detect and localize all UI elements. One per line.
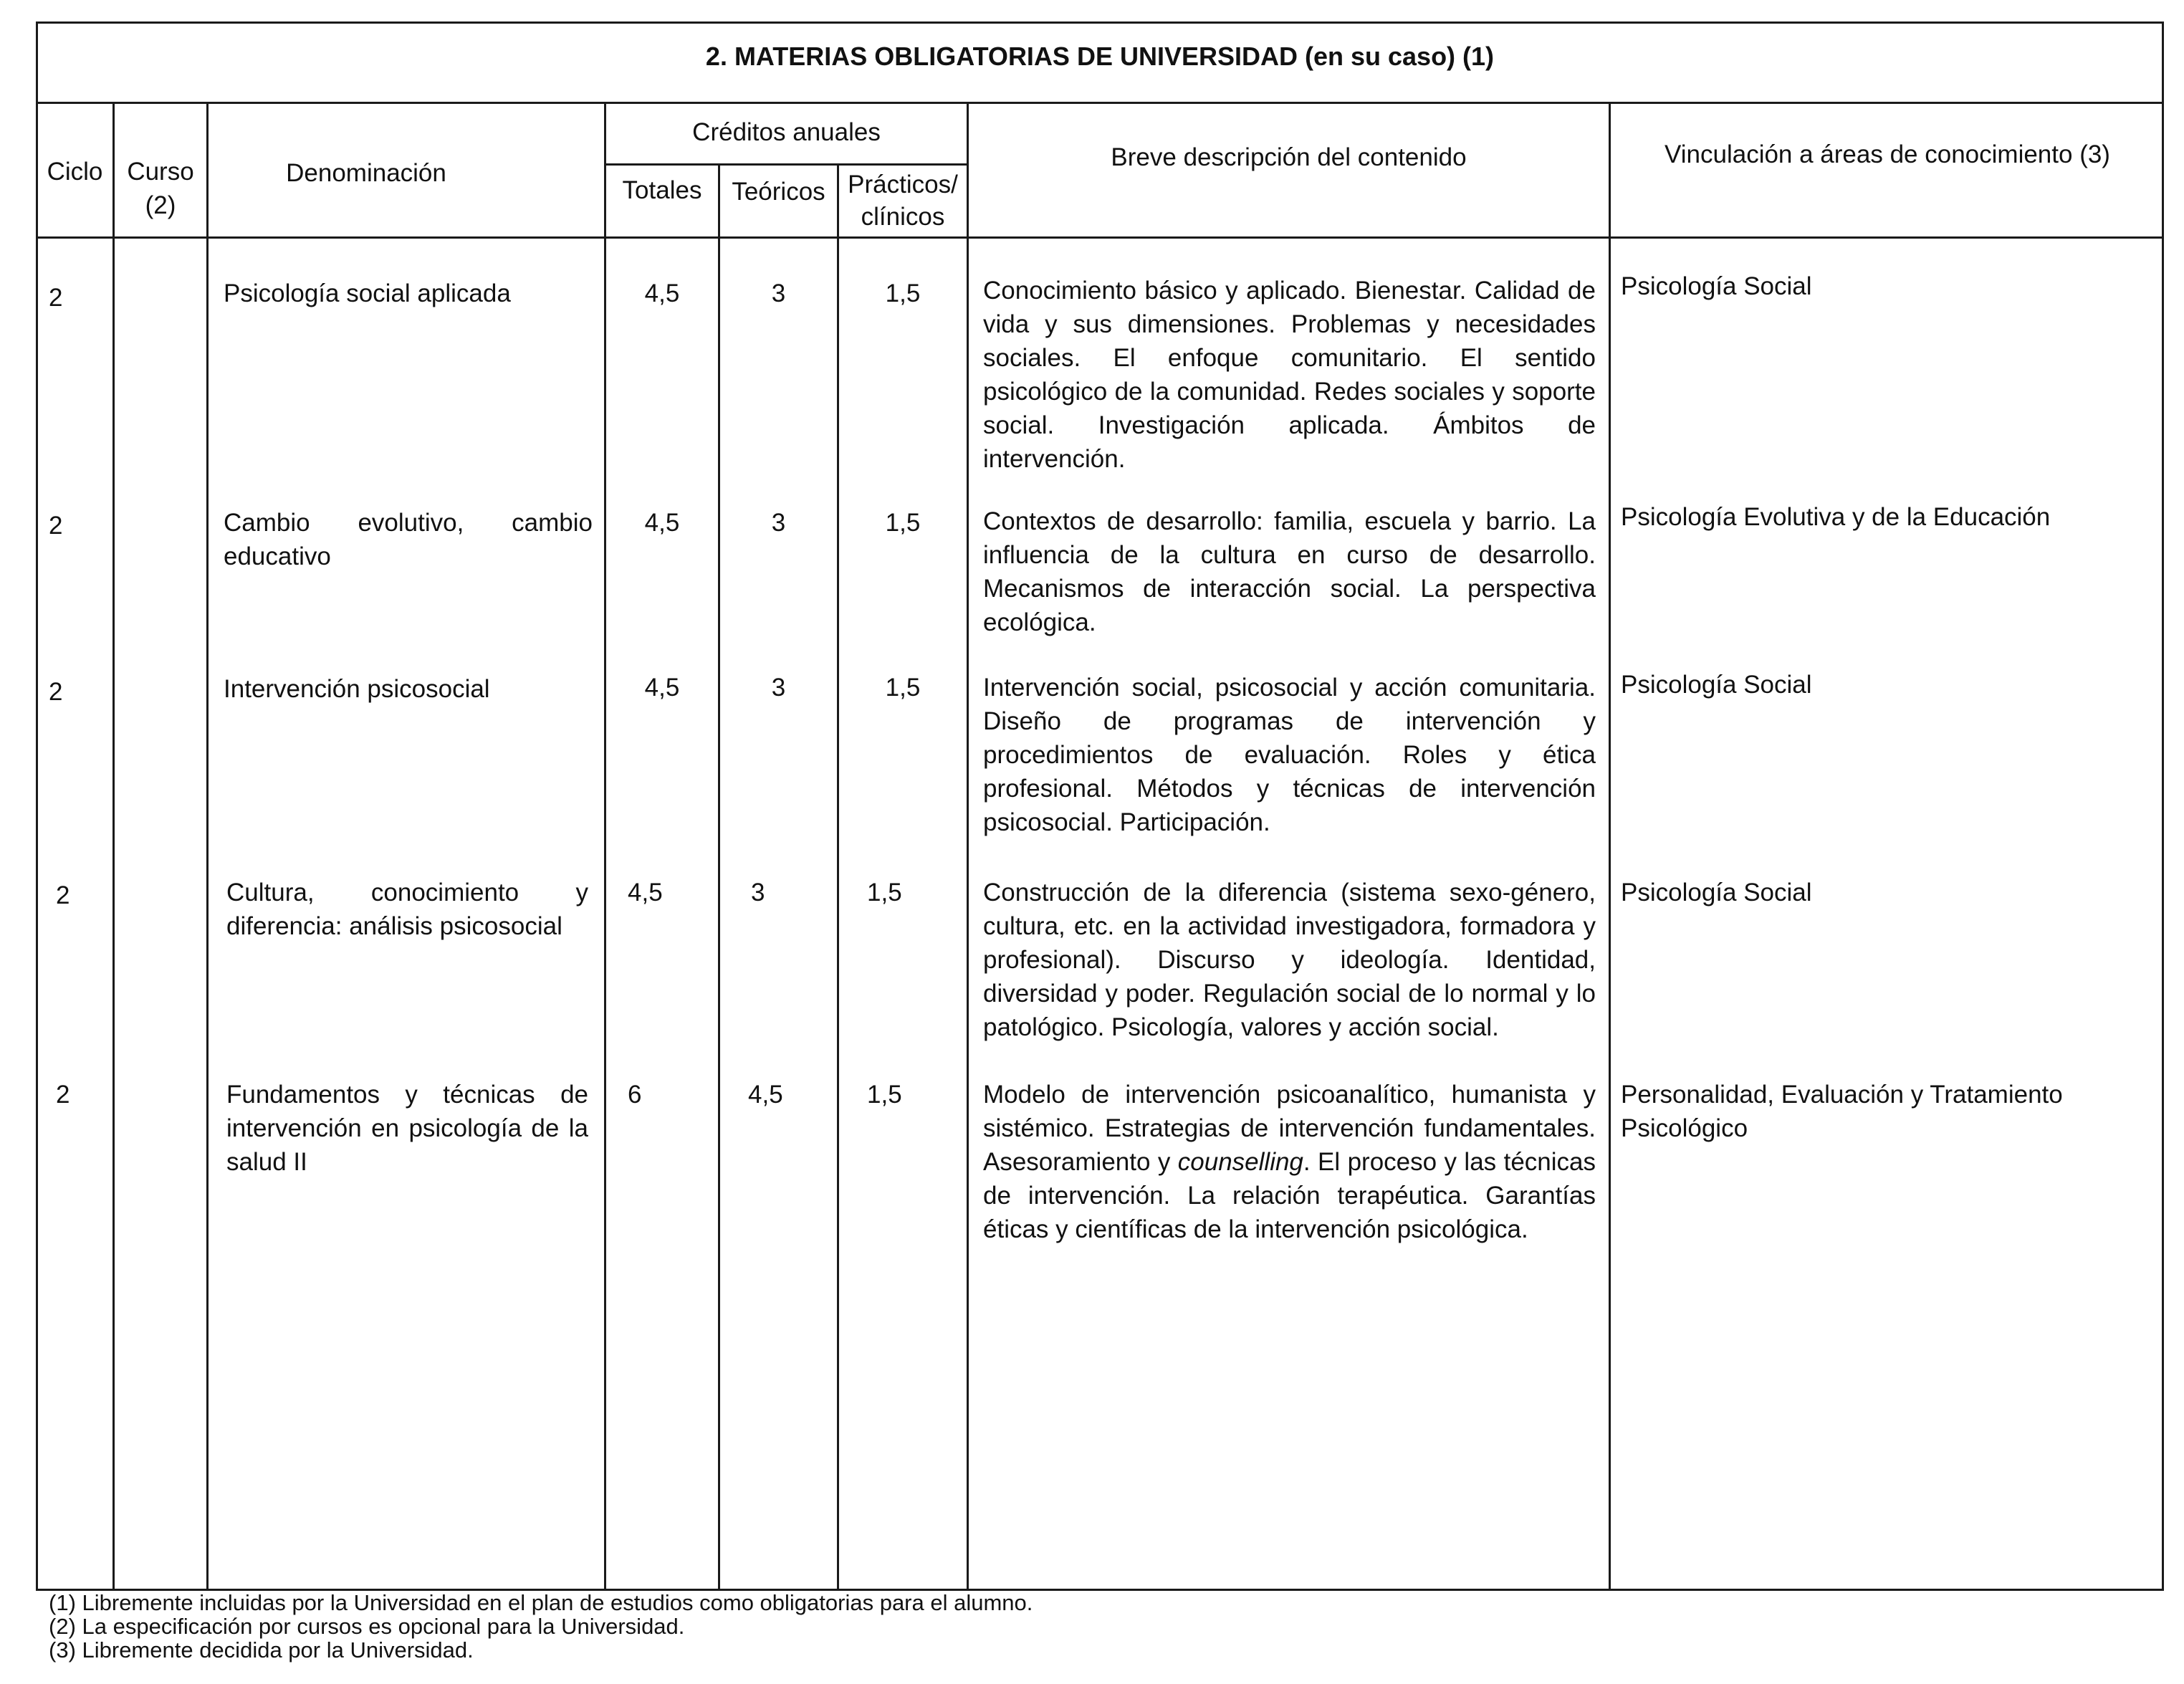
row-5-descripcion-start: Modelo de intervención psicoanalítico, humanista y sistémico. Estrategias de intervención fundamentales. Asesoramiento y — [983, 1081, 1596, 1176]
row-5-descripcion-italic: counselling — [1177, 1148, 1303, 1176]
row-3-vinculacion: Psicología Social — [1621, 671, 1812, 699]
footnote-3: (3) Libremente decidida por la Universidad. — [49, 1637, 474, 1663]
col-sep-teoricos — [837, 163, 839, 1591]
header-descripcion: Breve descripción del contenido — [1111, 143, 1467, 171]
row-1-teoricos: 3 — [771, 279, 786, 307]
row-3-denominacion: Intervención psicosocial — [224, 675, 490, 703]
header-creditos: Créditos anuales — [692, 118, 881, 146]
row-1-vinculacion: Psicología Social — [1621, 272, 1812, 300]
col-sep-ciclo — [112, 102, 115, 1591]
row-4-vinculacion: Psicología Social — [1621, 879, 1812, 906]
row-5-teoricos: 4,5 — [748, 1081, 783, 1109]
row-3-teoricos: 3 — [771, 674, 786, 702]
row-4-teoricos: 3 — [751, 879, 765, 906]
row-5-totales: 6 — [628, 1081, 642, 1109]
col-sep-practicos — [967, 102, 969, 1591]
row-2-vinculacion: Psicología Evolutiva y de la Educación — [1621, 503, 2051, 531]
footnote-2: (2) La especificación por cursos es opcional para la Universidad. — [49, 1614, 685, 1639]
header-curso — [115, 155, 206, 222]
row-5-ciclo: 2 — [56, 1081, 70, 1109]
header-curso-line2: (2) — [145, 191, 176, 219]
row-2-practicos: 1,5 — [885, 509, 921, 537]
row-1-ciclo: 2 — [49, 284, 63, 312]
section-title: 2. MATERIAS OBLIGATORIAS DE UNIVERSIDAD (en su caso) (1) — [705, 42, 1495, 71]
header-practicos-line2: clínicos — [861, 203, 945, 231]
row-3-practicos: 1,5 — [885, 674, 921, 702]
row-3-descripcion: Intervención social, psicosocial y acción comunitaria. Diseño de programas de intervención y procedimientos de evaluación. Roles y ética profesional. Métodos y técnicas de intervención psicosocial. Participación. — [983, 674, 1596, 836]
row-4-ciclo: 2 — [56, 881, 70, 909]
row-4-descripcion: Construcción de la diferencia (sistema sexo-género, cultura, etc. en la actividad investigadora, formadora y profesional). Discurso y ideología. Identidad, diversidad y poder. Regulación social de lo normal y lo patológico. Psicología, valores y acción social. — [983, 879, 1596, 1041]
row-2-denominacion: Cambio evolutivo, cambio educativo — [224, 509, 593, 570]
header-denominacion: Denominación — [286, 159, 446, 187]
col-sep-descripcion — [1609, 102, 1611, 1591]
creditos-divider-line — [604, 163, 969, 166]
footnote-1: (1) Libremente incluidas por la Universidad en el plan de estudios como obligatorias para el alumno. — [49, 1590, 1033, 1615]
row-1-totales: 4,5 — [644, 279, 680, 307]
row-5-practicos: 1,5 — [867, 1081, 902, 1109]
row-2-ciclo: 2 — [49, 512, 63, 540]
row-4-denominacion: Cultura, conocimiento y diferencia: análisis psicosocial — [226, 879, 588, 940]
col-sep-denominacion — [604, 102, 606, 1591]
header-curso-line1: Curso — [127, 158, 194, 186]
row-5-descripcion-end: . El proceso y las técnicas de intervención. La relación terapéutica. Garantías éticas y científicas de la intervención psicológica. — [983, 1148, 1596, 1243]
row-5-vinculacion: Personalidad, Evaluación y Tratamiento Psicológico — [1621, 1081, 2063, 1142]
col-sep-totales — [718, 163, 720, 1591]
row-3-totales: 4,5 — [644, 674, 680, 702]
row-2-teoricos: 3 — [771, 509, 786, 537]
row-1-descripcion: Conocimiento básico y aplicado. Bienestar. Calidad de vida y sus dimensiones. Problemas y necesidades sociales. El enfoque comunitario. El sentido psicológico de la comunidad. Redes sociales y soporte social. Investigación aplicada. Ámbitos de intervención. — [983, 277, 1596, 473]
row-3-ciclo: 2 — [49, 678, 63, 706]
col-sep-curso — [206, 102, 209, 1591]
row-2-descripcion: Contextos de desarrollo: familia, escuela y barrio. La influencia de la cultura en curso de desarrollo. Mecanismos de interacción social. La perspectiva ecológica. — [983, 507, 1596, 636]
row-5-descripcion — [983, 1078, 1596, 1246]
row-4-practicos: 1,5 — [867, 879, 902, 906]
header-totales: Totales — [622, 176, 702, 204]
row-1-practicos: 1,5 — [885, 279, 921, 307]
header-practicos-line1: Prácticos/ — [848, 171, 958, 198]
header-bottom-line — [36, 236, 2164, 239]
header-ciclo: Ciclo — [47, 158, 103, 186]
row-5-denominacion: Fundamentos y técnicas de intervención en psicología de la salud II — [226, 1081, 588, 1176]
row-2-totales: 4,5 — [644, 509, 680, 537]
header-teoricos: Teóricos — [732, 178, 825, 206]
header-practicos — [839, 168, 967, 233]
row-1-denominacion: Psicología social aplicada — [224, 279, 511, 307]
header-vinculacion: Vinculación a áreas de conocimiento (3) — [1665, 140, 2110, 168]
row-4-totales: 4,5 — [628, 879, 663, 906]
